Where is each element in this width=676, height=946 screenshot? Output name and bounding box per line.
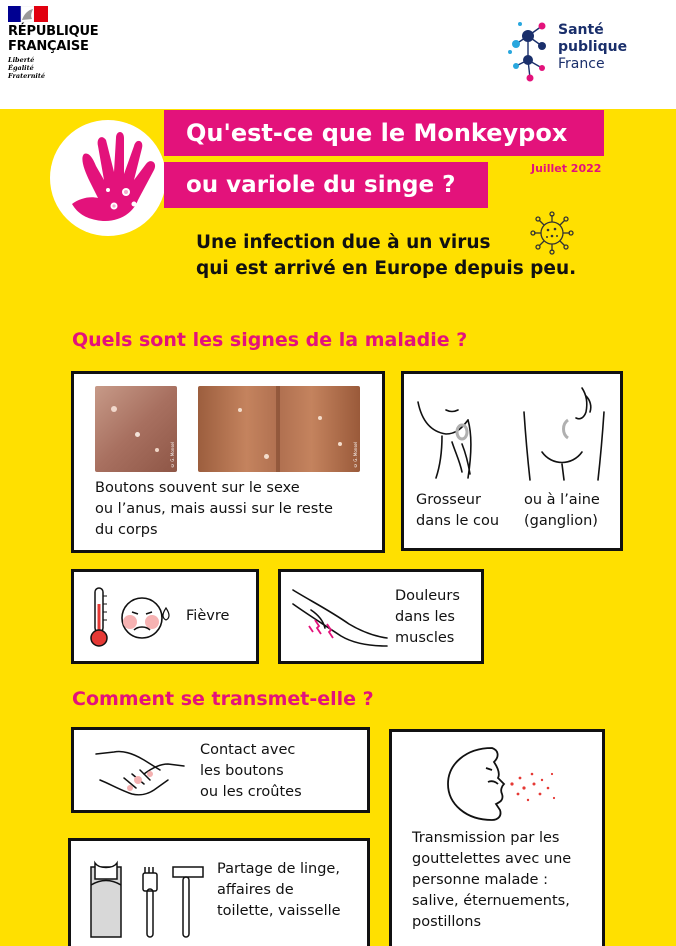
gouttes-caption bbox=[412, 828, 571, 933]
cou-caption bbox=[416, 490, 499, 532]
publication-date: Juillet 2022 bbox=[531, 162, 602, 175]
republique-francaise-logo bbox=[8, 6, 128, 80]
contact-caption bbox=[200, 740, 302, 803]
gouttes-line1: Transmission par les bbox=[412, 830, 560, 846]
photo-credit: © G. Monsel bbox=[170, 441, 175, 468]
symptom-card-boutons bbox=[71, 371, 385, 553]
boutons-caption bbox=[95, 478, 375, 541]
linge-line3: toilette, vaisselle bbox=[217, 903, 341, 919]
groin-swelling-icon bbox=[516, 382, 612, 482]
republique-line2: FRANÇAISE bbox=[8, 39, 89, 54]
skin-lesion-photo bbox=[95, 386, 177, 472]
leg-pain-icon bbox=[289, 580, 393, 654]
republique-line1: RÉPUBLIQUE bbox=[8, 24, 99, 39]
muscles-line3: muscles bbox=[395, 630, 455, 646]
symptom-card-muscles bbox=[278, 569, 484, 664]
back-lesions-photo bbox=[198, 386, 360, 472]
intro-line2: qui est arrivé en Europe depuis peu. bbox=[196, 258, 577, 279]
signs-section-title: Quels sont les signes de la maladie ? bbox=[72, 329, 468, 351]
cou-line2: dans le cou bbox=[416, 513, 500, 529]
muscles-caption bbox=[395, 586, 460, 649]
toiletries-icon bbox=[87, 859, 207, 943]
muscles-line1: Douleurs bbox=[395, 588, 460, 604]
molecule-logo-icon bbox=[506, 16, 552, 88]
aine-line2: (ganglion) bbox=[524, 513, 598, 529]
contact-line2: les boutons bbox=[200, 763, 284, 779]
gouttes-line2: gouttelettes avec une bbox=[412, 851, 572, 867]
muscles-line2: dans les bbox=[395, 609, 455, 625]
sick-face-icon bbox=[118, 592, 174, 644]
linge-line1: Partage de linge, bbox=[217, 861, 340, 877]
gouttes-line4: salive, éternuements, bbox=[412, 893, 570, 909]
cou-line1: Grosseur bbox=[416, 492, 481, 508]
neck-swelling-icon bbox=[412, 382, 498, 482]
boutons-line1: Boutons souvent sur le sexe bbox=[95, 480, 300, 496]
symptom-card-fievre bbox=[71, 569, 259, 664]
agency-line3: France bbox=[558, 56, 605, 72]
symptom-card-ganglion bbox=[401, 371, 623, 551]
contact-line1: Contact avec bbox=[200, 742, 296, 758]
marianne-flag-icon bbox=[8, 6, 48, 22]
sneeze-droplets-icon bbox=[442, 744, 562, 824]
intro-text bbox=[196, 230, 616, 282]
motto-liberte: Liberté bbox=[8, 56, 35, 64]
aine-line1: ou à l’aine bbox=[524, 492, 600, 508]
transmission-card-linge bbox=[68, 838, 370, 946]
transmission-card-gouttelettes bbox=[389, 729, 605, 946]
gouttes-line3: personne malade : bbox=[412, 872, 548, 888]
fievre-label: Fièvre bbox=[186, 608, 230, 624]
boutons-line3: du corps bbox=[95, 522, 158, 538]
linge-caption bbox=[217, 859, 341, 922]
agency-line2: publique bbox=[558, 39, 628, 55]
handshake-icon bbox=[94, 740, 186, 802]
intro-line1: Une infection due à un virus bbox=[196, 232, 491, 253]
hand-illustration bbox=[50, 120, 166, 236]
title-banner-line2: ou variole du singe ? bbox=[164, 162, 488, 208]
hand-with-pustules-icon bbox=[50, 120, 166, 236]
thermometer-icon bbox=[88, 586, 110, 648]
photo-credit-2: © G. Monsel bbox=[353, 441, 358, 468]
linge-line2: affaires de bbox=[217, 882, 294, 898]
boutons-line2: ou l’anus, mais aussi sur le reste bbox=[95, 501, 333, 517]
sante-publique-france-logo bbox=[506, 16, 656, 88]
transmission-card-contact bbox=[71, 727, 370, 813]
gouttes-line5: postillons bbox=[412, 914, 482, 930]
title-banner-line1: Qu'est-ce que le Monkeypox bbox=[164, 110, 604, 156]
motto-egalite: Égalité bbox=[8, 64, 34, 72]
contact-line3: ou les croûtes bbox=[200, 784, 302, 800]
aine-caption bbox=[524, 490, 600, 532]
motto-fraternite: Fraternité bbox=[8, 72, 46, 80]
agency-line1: Santé bbox=[558, 22, 604, 38]
transmission-section-title: Comment se transmet-elle ? bbox=[72, 688, 374, 710]
